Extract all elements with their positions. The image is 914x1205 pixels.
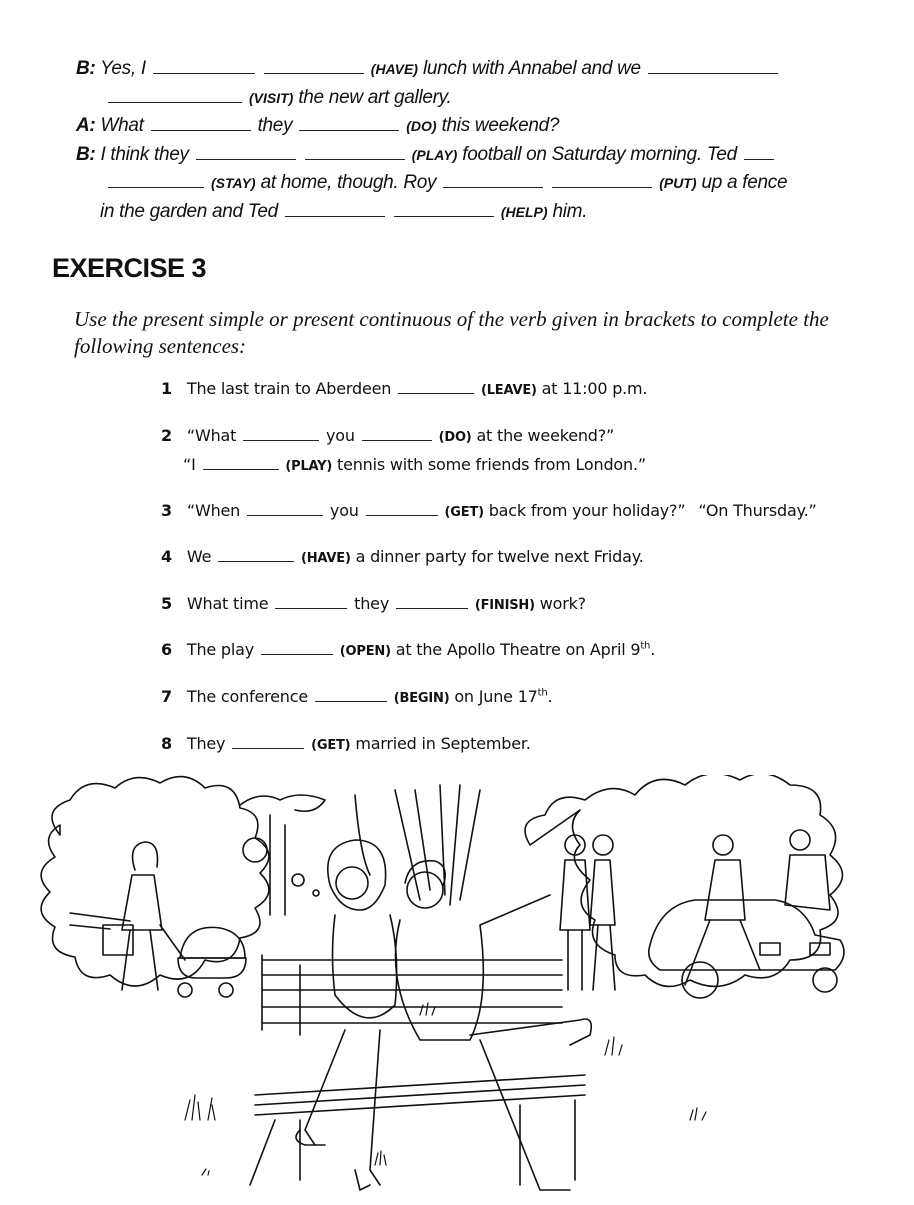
- item-number: 6: [161, 640, 172, 659]
- verb-hint: (FINISH): [474, 598, 535, 613]
- exercise-item-3: 3 “When you (GET) back from your holiday?” “On Thursday.”: [161, 501, 817, 520]
- verb-hint: (OPEN): [339, 644, 391, 659]
- answer-blank[interactable]: [394, 215, 494, 217]
- verb-hint: (BEGIN): [393, 691, 450, 706]
- verb-hint: (GET): [444, 505, 484, 520]
- speaker-label: A:: [76, 115, 96, 136]
- answer-blank[interactable]: [232, 747, 304, 749]
- answer-blank[interactable]: [243, 439, 319, 441]
- verb-hint: (HELP): [500, 204, 548, 220]
- answer-blank[interactable]: [366, 514, 438, 516]
- dialogue-line-1: B: Yes, I (HAVE) lunch with Annabel and we: [76, 58, 780, 80]
- answer-blank[interactable]: [275, 607, 347, 609]
- speaker-label: B:: [76, 58, 96, 79]
- verb-hint: (HAVE): [370, 61, 418, 77]
- answer-blank[interactable]: [196, 158, 296, 160]
- dialogue-line-5: (STAY) at home, though. Roy (PUT) up a fence: [106, 172, 787, 194]
- answer-blank[interactable]: [108, 101, 242, 103]
- verb-hint: (PLAY): [411, 147, 458, 163]
- exercise-item-1: 1 The last train to Aberdeen (LEAVE) at 11:00 p.m.: [161, 379, 648, 398]
- verb-hint: (STAY): [210, 175, 256, 191]
- answer-blank[interactable]: [648, 72, 778, 74]
- answer-blank[interactable]: [396, 607, 468, 609]
- dialogue-line-6: in the garden and Ted (HELP) him.: [100, 201, 588, 222]
- answer-blank[interactable]: [218, 560, 294, 562]
- verb-hint: (DO): [406, 118, 437, 134]
- answer-blank[interactable]: [151, 129, 251, 131]
- answer-blank[interactable]: [153, 72, 255, 74]
- thought-bubble-pram: [41, 777, 319, 997]
- verb-hint: (PLAY): [285, 459, 333, 474]
- item-number: 5: [161, 594, 172, 613]
- answer-blank[interactable]: [443, 186, 543, 188]
- exercise-item-8: 8 They (GET) married in September.: [161, 734, 531, 753]
- answer-blank[interactable]: [264, 72, 364, 74]
- verb-hint: (HAVE): [301, 551, 351, 566]
- exercise-item-5: 5 What time they (FINISH) work?: [161, 594, 586, 613]
- exercise-item-6: 6 The play (OPEN) at the Apollo Theatre on April 9th.: [161, 640, 656, 659]
- answer-blank[interactable]: [108, 186, 204, 188]
- park-bench-illustration: [0, 775, 914, 1200]
- dialogue-line-2: (VISIT) the new art gallery.: [106, 87, 451, 109]
- answer-blank[interactable]: [261, 653, 333, 655]
- verb-hint: (VISIT): [248, 90, 294, 106]
- exercise-item-4: 4 We (HAVE) a dinner party for twelve next Friday.: [161, 547, 644, 566]
- trees: [240, 785, 480, 915]
- verb-hint: (DO): [438, 430, 472, 445]
- item-number: 4: [161, 547, 172, 566]
- item-number: 8: [161, 734, 172, 753]
- verb-hint: (LEAVE): [480, 383, 537, 398]
- verb-hint: (PUT): [659, 175, 697, 191]
- park-bench: [250, 955, 585, 1185]
- exercise-item-7: 7 The conference (BEGIN) on June 17th.: [161, 687, 553, 706]
- exercise-title: EXERCISE 3: [52, 253, 207, 283]
- answer-blank[interactable]: [285, 215, 385, 217]
- speaker-label: B:: [76, 144, 96, 165]
- answer-blank[interactable]: [305, 158, 405, 160]
- item-number: 3: [161, 501, 172, 520]
- item-number: 2: [161, 426, 172, 445]
- verb-hint: (GET): [311, 738, 351, 753]
- answer-blank[interactable]: [299, 129, 399, 131]
- worried-woman: [296, 840, 397, 1190]
- exercise-instructions: Use the present simple or present continuous of the verb given in brackets to complete the following sentences:: [74, 307, 829, 358]
- thought-bubble-car: [525, 775, 844, 998]
- answer-blank[interactable]: [315, 700, 387, 702]
- answer-blank[interactable]: [203, 468, 279, 470]
- exercise-item-2: 2 “What you (DO) at the weekend?”: [161, 426, 615, 445]
- answer-blank[interactable]: [362, 439, 432, 441]
- answer-blank[interactable]: [398, 392, 474, 394]
- answer-blank[interactable]: [552, 186, 652, 188]
- exercise-item-2-reply: “I (PLAY) tennis with some friends from London.”: [183, 455, 646, 474]
- dialogue-line-4: B: I think they (PLAY) football on Saturday morning. Ted: [76, 144, 776, 166]
- item-number: 1: [161, 379, 172, 398]
- answer-blank[interactable]: [247, 514, 323, 516]
- dialogue-line-3: A: What they (DO) this weekend?: [76, 115, 560, 136]
- answer-blank[interactable]: [744, 158, 774, 160]
- item-number: 7: [161, 687, 172, 706]
